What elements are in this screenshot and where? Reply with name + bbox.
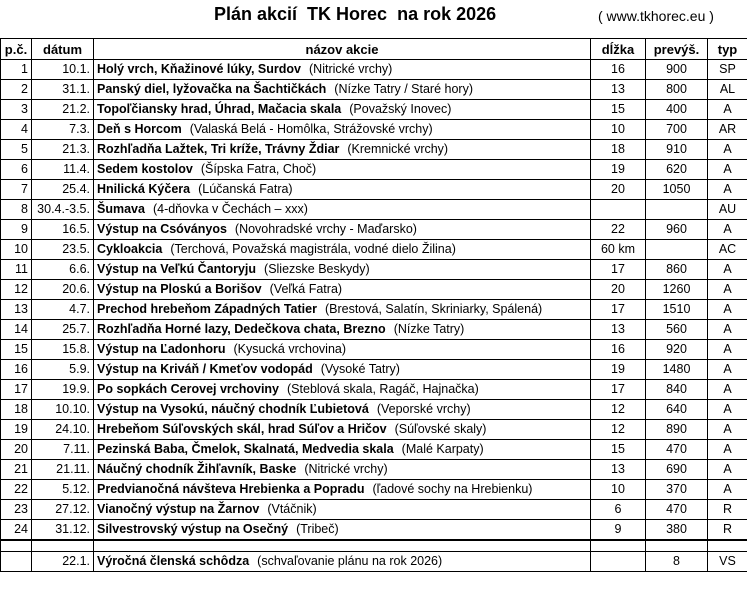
event-name: Hnilická Kýčera [97, 182, 191, 196]
cell-elevation: 640 [646, 400, 708, 420]
cell-length: 13 [591, 80, 646, 100]
table-row [1, 240, 747, 260]
cell-date: 21.3. [32, 140, 94, 160]
event-region: (Malé Karpaty) [401, 442, 484, 456]
cell-pc: 15 [1, 340, 32, 360]
event-name: Sedem kostolov [97, 162, 193, 176]
cell-length: 15 [591, 100, 646, 120]
cell-length: 19 [591, 360, 646, 380]
cell-length: 15 [591, 440, 646, 460]
cell-date: 21.11. [32, 460, 94, 480]
event-region: (ľadové sochy na Hrebienku) [372, 482, 533, 496]
cell-date: 4.7. [32, 300, 94, 320]
table-row [1, 380, 747, 400]
cell-type: A [708, 320, 747, 340]
event-name: Po sopkách Cerovej vrchoviny [97, 382, 280, 396]
cell-elevation: 620 [646, 160, 708, 180]
cell-type: AL [708, 80, 747, 100]
cell-type: R [708, 520, 747, 541]
cell-name [94, 400, 591, 420]
cell-date: 24.10. [32, 420, 94, 440]
cell-type: A [708, 260, 747, 280]
event-region: (Steblová skala, Ragáč, Hajnačka) [287, 382, 479, 396]
cell-type: A [708, 420, 747, 440]
cell-elevation: 470 [646, 500, 708, 520]
cell-date: 15.8. [32, 340, 94, 360]
table-row [1, 200, 747, 220]
event-region: (Tribeč) [296, 522, 339, 536]
table-row [1, 220, 747, 240]
cell-elevation: 960 [646, 220, 708, 240]
col-header-date: dátum [32, 39, 94, 60]
cell-pc: 13 [1, 300, 32, 320]
cell-pc: 11 [1, 260, 32, 280]
cell-length: 10 [591, 480, 646, 500]
cell-length: 17 [591, 260, 646, 280]
cell-name [94, 520, 591, 541]
col-header-pc: p.č. [1, 39, 32, 60]
event-name: Rozhľadňa Horné lazy, Dedečkova chata, Brezno [97, 322, 386, 336]
cell-name [94, 380, 591, 400]
event-region: (Nízke Tatry / Staré hory) [334, 82, 473, 96]
cell-type: AR [708, 120, 747, 140]
cell-name [94, 200, 591, 220]
cell-type: AC [708, 240, 747, 260]
col-header-name: názov akcie [94, 39, 591, 60]
cell-date: 10.1. [32, 60, 94, 80]
cell-date: 7.3. [32, 120, 94, 140]
separator-cell [708, 540, 747, 552]
table-row [1, 500, 747, 520]
cell-pc: 14 [1, 320, 32, 340]
table-row [1, 460, 747, 480]
cell-pc: 21 [1, 460, 32, 480]
cell-type: A [708, 100, 747, 120]
cell-length: 12 [591, 420, 646, 440]
table-row [1, 60, 747, 80]
cell-elevation: 690 [646, 460, 708, 480]
cell-pc: 12 [1, 280, 32, 300]
table-row [1, 280, 747, 300]
event-name: Výstup na Kriváň / Kmeťov vodopád [97, 362, 313, 376]
cell-length: 13 [591, 320, 646, 340]
table-row [1, 520, 747, 541]
event-region: (Kremnické vrchy) [347, 142, 449, 156]
cell-pc: 16 [1, 360, 32, 380]
cell-name [94, 460, 591, 480]
cell-elevation [646, 200, 708, 220]
cell-pc: 8 [1, 200, 32, 220]
cell-name [94, 420, 591, 440]
event-name: Hrebeňom Súľovských skál, hrad Súľov a Hričov [97, 422, 387, 436]
event-region: (Novohradské vrchy - Maďarsko) [234, 222, 417, 236]
cell-name [94, 440, 591, 460]
cell-pc [1, 552, 32, 572]
cell-date: 20.6. [32, 280, 94, 300]
table-row [1, 360, 747, 380]
cell-length: 10 [591, 120, 646, 140]
event-region: (Terchová, Považská magistrála, vodné dielo Žilina) [170, 242, 456, 256]
cell-name [94, 160, 591, 180]
event-region: (Veporské vrchy) [376, 402, 471, 416]
separator-cell [591, 540, 646, 552]
events-table [0, 38, 747, 572]
cell-type: A [708, 360, 747, 380]
cell-date: 23.5. [32, 240, 94, 260]
event-region: (Nízke Tatry) [393, 322, 465, 336]
cell-type: A [708, 380, 747, 400]
cell-type: A [708, 140, 747, 160]
cell-name [94, 220, 591, 240]
cell-elevation: 900 [646, 60, 708, 80]
cell-date: 7.11. [32, 440, 94, 460]
cell-elevation: 1480 [646, 360, 708, 380]
page-title: Plán akcií TK Horec na rok 2026 [214, 4, 497, 24]
table-row [1, 140, 747, 160]
cell-length: 19 [591, 160, 646, 180]
event-name: Cykloakcia [97, 242, 163, 256]
table-body [1, 60, 747, 541]
col-header-type: typ [708, 39, 747, 60]
cell-name [94, 360, 591, 380]
event-name: Prechod hrebeňom Západných Tatier [97, 302, 317, 316]
event-region: (Nitrické vrchy) [309, 62, 393, 76]
event-name: Šumava [97, 202, 145, 216]
cell-date: 21.2. [32, 100, 94, 120]
cell-name [94, 80, 591, 100]
separator-row [1, 540, 747, 552]
cell-length: 13 [591, 460, 646, 480]
cell-name [94, 260, 591, 280]
cell-date: 22.1. [32, 552, 94, 572]
cell-type: A [708, 400, 747, 420]
table-row [1, 300, 747, 320]
event-name: Deň s Horcom [97, 122, 182, 136]
cell-type: AU [708, 200, 747, 220]
event-region: (Súľovské skaly) [394, 422, 487, 436]
cell-type: A [708, 480, 747, 500]
cell-length: 17 [591, 300, 646, 320]
event-region: (schvaľovanie plánu na rok 2026) [257, 554, 443, 568]
cell-pc: 18 [1, 400, 32, 420]
cell-name [94, 552, 591, 572]
event-name: Náučný chodník Žihľavník, Baske [97, 462, 297, 476]
cell-pc: 5 [1, 140, 32, 160]
cell-length: 12 [591, 400, 646, 420]
cell-type: VS [708, 552, 747, 572]
separator-cell [646, 540, 708, 552]
event-region: (Veľká Fatra) [269, 282, 343, 296]
cell-elevation: 920 [646, 340, 708, 360]
separator-cell [94, 540, 591, 552]
cell-name [94, 500, 591, 520]
cell-elevation: 1050 [646, 180, 708, 200]
cell-length: 16 [591, 60, 646, 80]
cell-date: 25.4. [32, 180, 94, 200]
separator-cell [32, 540, 94, 552]
cell-name [94, 240, 591, 260]
cell-elevation: 470 [646, 440, 708, 460]
cell-date: 31.12. [32, 520, 94, 541]
cell-date: 10.10. [32, 400, 94, 420]
event-name: Predvianočná návšteva Hrebienka a Popradu [97, 482, 365, 496]
cell-type: A [708, 220, 747, 240]
cell-type: R [708, 500, 747, 520]
cell-length [591, 552, 646, 572]
cell-pc: 9 [1, 220, 32, 240]
cell-length: 20 [591, 280, 646, 300]
cell-type: A [708, 340, 747, 360]
cell-elevation: 1260 [646, 280, 708, 300]
cell-date: 11.4. [32, 160, 94, 180]
event-name: Panský diel, lyžovačka na Šachtičkách [97, 82, 327, 96]
cell-pc: 20 [1, 440, 32, 460]
cell-elevation: 700 [646, 120, 708, 140]
cell-date: 16.5. [32, 220, 94, 240]
cell-type: A [708, 300, 747, 320]
cell-length: 22 [591, 220, 646, 240]
cell-date: 27.12. [32, 500, 94, 520]
cell-type: SP [708, 60, 747, 80]
event-region: (Považský Inovec) [349, 102, 452, 116]
cell-elevation: 370 [646, 480, 708, 500]
event-name: Výstup na Veľkú Čantoryju [97, 262, 257, 276]
cell-pc: 23 [1, 500, 32, 520]
cell-elevation: 840 [646, 380, 708, 400]
event-name: Výstup na Ploskú a Borišov [97, 282, 262, 296]
col-header-length: dĺžka [591, 39, 646, 60]
cell-pc: 2 [1, 80, 32, 100]
cell-length [591, 200, 646, 220]
cell-length: 20 [591, 180, 646, 200]
event-region: (Sliezske Beskydy) [264, 262, 370, 276]
cell-pc: 24 [1, 520, 32, 541]
separator-cell [1, 540, 32, 552]
cell-elevation: 400 [646, 100, 708, 120]
cell-date: 25.7. [32, 320, 94, 340]
cell-pc: 3 [1, 100, 32, 120]
cell-length: 16 [591, 340, 646, 360]
event-region: (Vtáčnik) [267, 502, 317, 516]
cell-pc: 1 [1, 60, 32, 80]
cell-name [94, 300, 591, 320]
table-row [1, 100, 747, 120]
table-header-row [1, 39, 747, 60]
event-name: Silvestrovský výstup na Osečný [97, 522, 289, 536]
cell-pc: 22 [1, 480, 32, 500]
table-row [1, 320, 747, 340]
event-name: Výstup na Ľadonhoru [97, 342, 226, 356]
cell-elevation: 860 [646, 260, 708, 280]
event-name: Výstup na Vysokú, náučný chodník Ľubietová [97, 402, 369, 416]
cell-pc: 4 [1, 120, 32, 140]
cell-name [94, 60, 591, 80]
cell-type: A [708, 440, 747, 460]
event-region: (Šípska Fatra, Choč) [200, 162, 317, 176]
title-row [0, 0, 747, 38]
col-header-elevation: prevýš. [646, 39, 708, 60]
event-name: Vianočný výstup na Žarnov [97, 502, 260, 516]
cell-length: 18 [591, 140, 646, 160]
table-row [1, 400, 747, 420]
footer-row [1, 552, 747, 572]
cell-name [94, 340, 591, 360]
event-region: (Valaská Belá - Homôlka, Strážovské vrchy) [189, 122, 433, 136]
event-name: Výstup na Csóványos [97, 222, 227, 236]
cell-date: 6.6. [32, 260, 94, 280]
cell-name [94, 140, 591, 160]
table-row [1, 440, 747, 460]
cell-elevation: 380 [646, 520, 708, 541]
cell-length: 17 [591, 380, 646, 400]
event-region: (Brestová, Salatín, Skriniarky, Spálená) [324, 302, 543, 316]
cell-date: 5.9. [32, 360, 94, 380]
cell-elevation: 1510 [646, 300, 708, 320]
cell-elevation: 910 [646, 140, 708, 160]
event-name: Topoľčiansky hrad, Úhrad, Mačacia skala [97, 102, 342, 116]
table-row [1, 260, 747, 280]
event-region: (Kysucká vrchovina) [233, 342, 347, 356]
event-region: (Lúčanská Fatra) [198, 182, 293, 196]
table-row [1, 180, 747, 200]
cell-type: A [708, 160, 747, 180]
event-name: Výročná členská schôdza [97, 554, 250, 568]
table-row [1, 480, 747, 500]
table-row [1, 80, 747, 100]
cell-name [94, 480, 591, 500]
cell-date: 19.9. [32, 380, 94, 400]
cell-pc: 19 [1, 420, 32, 440]
event-name: Pezinská Baba, Čmelok, Skalnatá, Medvedia skala [97, 442, 394, 456]
cell-date: 30.4.-3.5. [32, 200, 94, 220]
table-row [1, 420, 747, 440]
cell-type: A [708, 180, 747, 200]
cell-date: 5.12. [32, 480, 94, 500]
cell-pc: 6 [1, 160, 32, 180]
cell-elevation: 8 [646, 552, 708, 572]
cell-name [94, 120, 591, 140]
event-name: Rozhľadňa Lažtek, Tri kríže, Trávny Ždiar [97, 142, 340, 156]
cell-type: A [708, 280, 747, 300]
event-region: (4-dňovka v Čechách – xxx) [152, 202, 308, 216]
cell-name [94, 320, 591, 340]
cell-length: 60 km [591, 240, 646, 260]
cell-elevation: 560 [646, 320, 708, 340]
cell-name [94, 280, 591, 300]
cell-name [94, 180, 591, 200]
cell-elevation: 890 [646, 420, 708, 440]
website-text: ( www.tkhorec.eu ) [598, 8, 714, 24]
table-row [1, 120, 747, 140]
cell-type: A [708, 460, 747, 480]
cell-length: 9 [591, 520, 646, 541]
event-name: Holý vrch, Kňažinové lúky, Surdov [97, 62, 301, 76]
cell-pc: 17 [1, 380, 32, 400]
cell-name [94, 100, 591, 120]
event-region: (Vysoké Tatry) [320, 362, 400, 376]
cell-pc: 7 [1, 180, 32, 200]
cell-elevation: 800 [646, 80, 708, 100]
table-row [1, 340, 747, 360]
cell-pc: 10 [1, 240, 32, 260]
event-region: (Nitrické vrchy) [304, 462, 388, 476]
cell-date: 31.1. [32, 80, 94, 100]
cell-elevation [646, 240, 708, 260]
table-row [1, 160, 747, 180]
cell-length: 6 [591, 500, 646, 520]
